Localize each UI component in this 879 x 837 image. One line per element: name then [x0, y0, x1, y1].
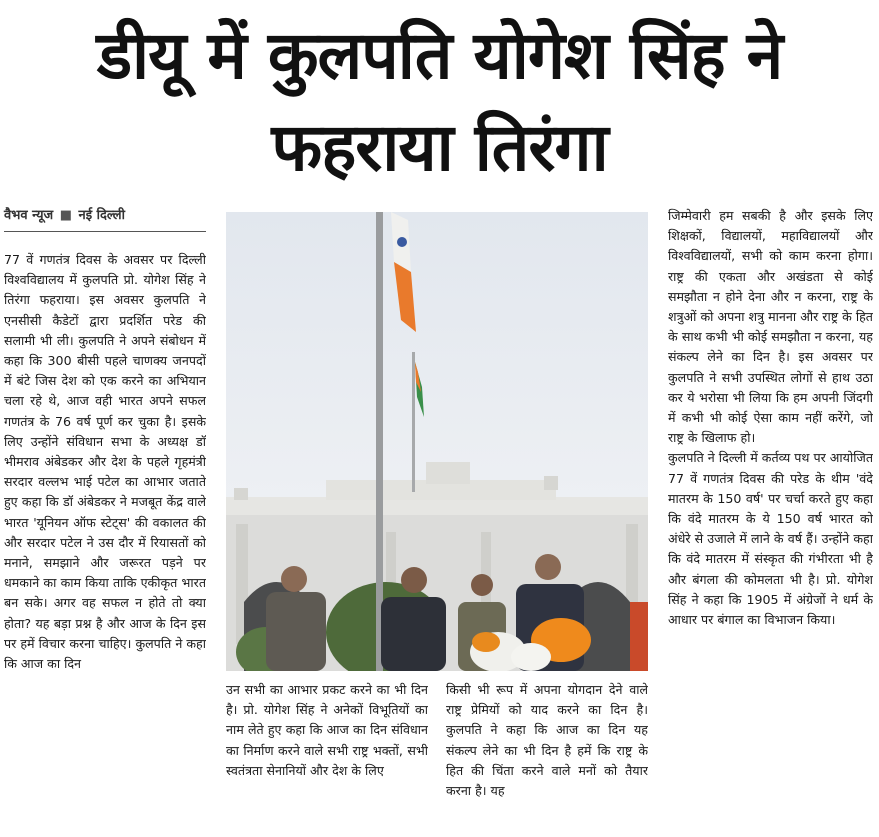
article-column-4: [668, 206, 873, 835]
byline-place: नई दिल्ली: [78, 208, 125, 223]
headline-line-1: डीयू में कुलपति योगेश सिंह ने: [96, 17, 783, 94]
person: [630, 602, 648, 671]
article-paragraph: कुलपति ने दिल्ली में कर्तव्य पथ पर आयोजित 77 वें गणतंत्र दिवस की परेड के थीम 'वंदे मातरम के 150 वर्ष' पर चर्चा करते हुए कहा कि वंदे मातरम के ये 150 वर्ष भारत को अंधेरे से उजाले में लाने के वर्ष हैं। उन्होंने कहा कि वंदे मातरम में संस्कृत की गंभीरता भी है और बंगला की कोमलता भी है। प्रो. योगेश सिंह ने कहा कि 1905 में अंग्रेजों ने धर्म के आधार पर बंगाल का विभाजन किया।: [668, 450, 873, 628]
byline: [4, 205, 206, 232]
article-paragraph: उन सभी का आभार प्रकट करने का भी दिन है। प्रो. योगेश सिंह ने अनेकों विभूतियों का नाम लेते हुए कहा कि आज का दिन संविधान का निर्माण करने वाले सभी राष्ट्र भक्तों, सभी स्वतंत्रता सेनानियों और देश के लिए: [226, 682, 428, 778]
article-paragraph: किसी भी रूप में अपना योगदान देने वाले राष्ट्र प्रेमियों को याद करने का दिन है। कुलपति ने कहा कि आज का दिन यह संकल्प लेने का भी दिन है हमें कि राष्ट्र के हित की चिंता करने वाले मनों को तैयार करना है। यह: [446, 682, 648, 799]
flag-hoisting-scene: [226, 212, 648, 671]
byline-separator: ■: [59, 208, 72, 223]
headline-line-2: फहराया तिरंगा: [271, 109, 608, 186]
flag-pole: [376, 212, 383, 671]
article-column-1: [4, 250, 206, 835]
article-column-2: [226, 680, 428, 835]
ceremony-photo: [226, 212, 648, 671]
article-paragraph: जिम्मेवारी हम सबकी है और इसके लिए शिक्षकों, विद्यालयों, महाविद्यालयों और विश्वविद्यालयों, सभी को काम करना होगा। राष्ट्र की एकता और अखंडता से कोई समझौता न होने देना और न करना, राष्ट्र के शत्रुओं को अपना शत्रु मानना और राष्ट्र के हित के साथ कभी भी कोई समझौता न करना, यह संकल्प लेने का दिन है। इस अवसर पर कुलपति ने सभी उपस्थित लोगों से हाथ उठा कर ये भरोसा भी लिया कि हम अपनी जिंदगी में कभी भी कोई ऐसा काम नहीं करेंगे, जो राष्ट्र के खिलाफ हो।: [668, 208, 873, 446]
byline-agency: वैभव न्यूज: [4, 208, 54, 223]
article-column-3: [446, 680, 648, 835]
flag-pole: [412, 352, 415, 492]
article-paragraph: 77 वें गणतंत्र दिवस के अवसर पर दिल्ली विश्वविद्यालय में कुलपति प्रो. योगेश सिंह ने तिरंगा फहराया। इस अवसर कुलपति ने एनसीसी कैडेटों द्वारा प्रदर्शित परेड की सलामी भी ली। कुलपति ने अपने संबोधन में कहा कि 300 बीसी पहले चाणक्य जनपदों में बंटे जिस देश को एक करने का अभियान चला रहे थे, आज वही भारत अपने सफल गणतंत्र के 76 वर्ष पूर्ण कर चुका है। इसके लिए उन्होंने संविधान सभा के अध्यक्ष डॉ भीमराव अंबेडकर और देश के पहले गृहमंत्री सरदार वल्लभ भाई पटेल का आभार जताते हुए कहा कि डॉ अंबेडकर ने मजबूत केंद्र वाले भारत 'यूनियन ऑफ स्टेट्स' की वकालत की और सरदार पटेल ने उस दौर में रियासतों को मनाने, समझाने और जरूरत पड़ने पर धमकाने का काम किया ताकि एकीकृत भारत बन सके। अगर वह सफल न होते तो क्या होता? यह बड़ा प्रश्न है और आज के दिन इस पर हमें विचार करना चाहिए। कुलपति ने कहा कि आज का दिन: [4, 252, 206, 672]
